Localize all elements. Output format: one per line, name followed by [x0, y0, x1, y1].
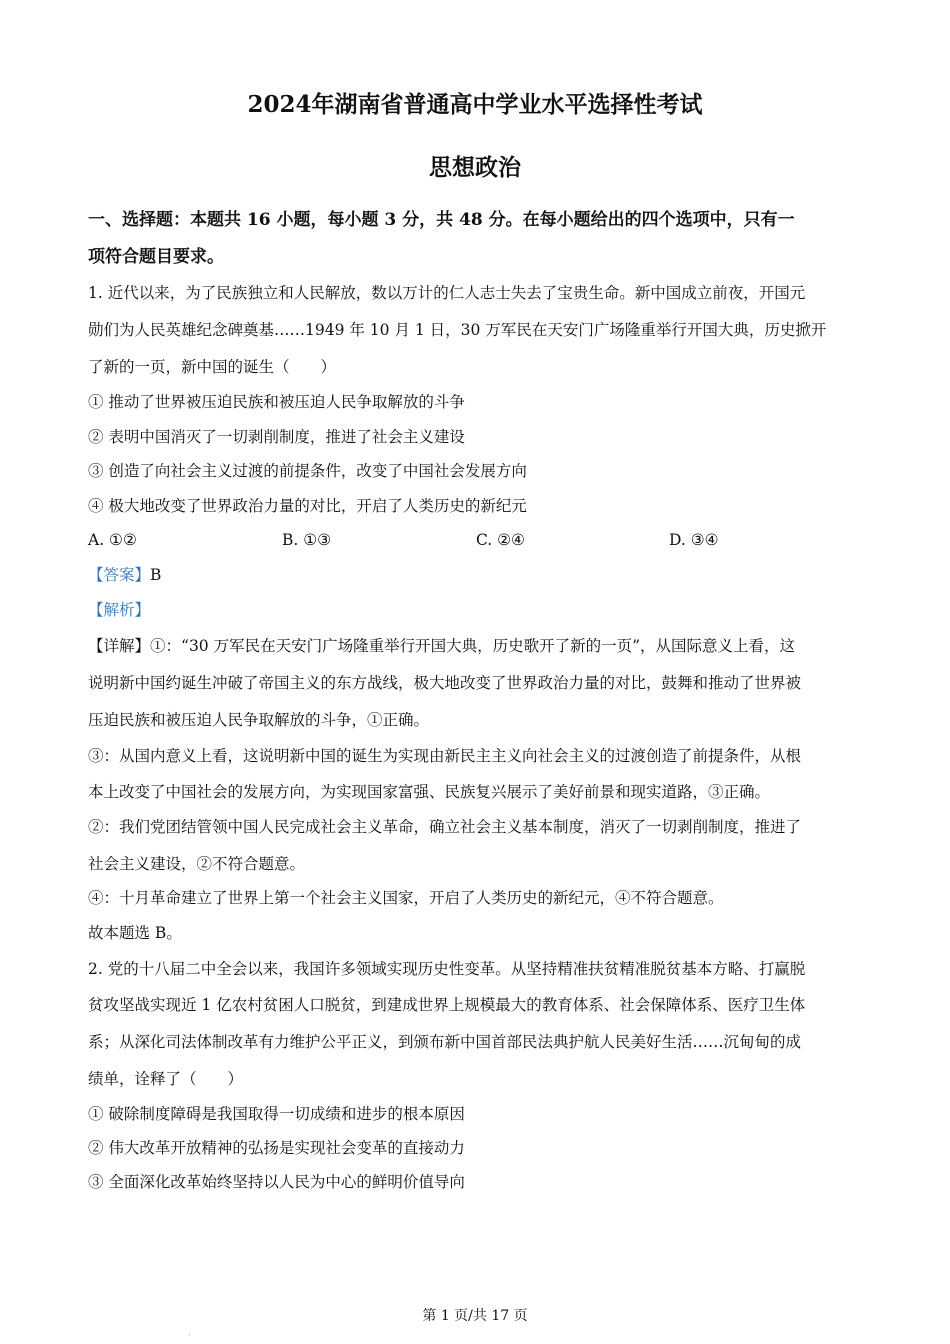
- detail-text: ①：“30 万军民在天安门广场隆重举行开国大典，历史歌开了新的一页”，从国际意义上看，这: [150, 637, 796, 655]
- q1-analysis: [88, 598, 868, 622]
- q2-stem-line: 2. 党的十八届二中全会以来，我国许多领域实现历史性变革。从坚持精准扶贫精准脱贫基本方略、打赢脱: [88, 960, 806, 978]
- q1-item: ③ 创造了向社会主义过渡的前提条件，改变了中国社会发展方向: [88, 462, 527, 480]
- q1-option-b: B. ①③: [282, 531, 332, 549]
- q1-item: ② 表明中国消灭了一切剥削制度，推进了社会主义建设: [88, 428, 465, 446]
- q1-detail-line: ③：从国内意义上看，这说明新中国的诞生为实现由新民主主义向社会主义的过渡创造了前提条件，从根: [88, 747, 802, 765]
- section-heading: 一、选择题：本题共 16 小题，每小题 3 分，共 48 分。在每小题给出的四个选项中，只有一: [88, 210, 795, 230]
- decorative-dot: ·: [188, 1331, 191, 1340]
- q1-detail-line: 本上改变了中国社会的发展方向，为实现国家富强、民族复兴展示了美好前景和现实道路，③正确。: [88, 783, 771, 801]
- q2-stem-line: 系；从深化司法体制改革有力维护公平正义，到颁布新中国首部民法典护航人民美好生活……沉甸甸的成: [88, 1033, 802, 1051]
- q2-item: ① 破除制度障碍是我国取得一切成绩和进步的根本原因: [88, 1105, 465, 1123]
- q1-detail-line: [88, 634, 868, 658]
- q1-option-a: A. ①②: [88, 531, 137, 549]
- q2-item: ② 伟大改革开放精神的弘扬是实现社会变革的直接动力: [88, 1139, 465, 1157]
- q1-detail-line: 说明新中国约诞生冲破了帝国主义的东方战线，极大地改变了世界政治力量的对比，鼓舞和推动了世界被: [88, 674, 802, 692]
- q1-detail-line: ④：十月革命建立了世界上第一个社会主义国家，开启了人类历史的新纪元，④不符合题意。: [88, 889, 724, 907]
- q1-answer: [88, 563, 868, 587]
- q2-stem-line: 贫攻坚战实现近 1 亿农村贫困人口脱贫，到建成世界上规模最大的教育体系、社会保障体系、医疗卫生体: [88, 996, 806, 1014]
- q1-stem-line: 勋们为人民英雄纪念碑奠基……1949 年 10 月 1 日，30 万军民在天安门广场隆重举行开国大典，历史掀开: [88, 321, 827, 339]
- section-heading-cont: 项符合题目要求。: [88, 247, 224, 267]
- q1-option-d: D. ③④: [669, 531, 719, 549]
- q1-stem-line: 1. 近代以来，为了民族独立和人民解放，数以万计的仁人志士失去了宝贵生命。新中国成立前夜，开国元: [88, 284, 806, 302]
- q1-detail-line: 压迫民族和被压迫人民争取解放的斗争，①正确。: [88, 711, 430, 729]
- page-number: 第 1 页/共 17 页: [422, 1308, 528, 1324]
- detail-tag: 【详解】: [88, 637, 151, 655]
- q2-stem-line: 绩单，诠释了（ ）: [88, 1070, 244, 1088]
- subject-title: 思想政治: [429, 154, 521, 181]
- exam-title: 2024年湖南省普通高中学业水平选择性考试: [247, 91, 703, 118]
- q1-stem-line: 了新的一页，新中国的诞生（ ）: [88, 358, 337, 376]
- q1-detail-line: 故本题选 B。: [88, 924, 182, 942]
- q1-detail-line: ②：我们党团结管领中国人民完成社会主义革命，确立社会主义基本制度，消灭了一切剥削制度，推进了: [88, 818, 802, 836]
- q1-option-c: C. ②④: [476, 531, 525, 549]
- answer-tag: 【答案】: [88, 566, 151, 584]
- answer-value: B: [150, 566, 162, 584]
- q1-detail-line: 社会主义建设，②不符合题意。: [88, 855, 306, 873]
- q1-item: ① 推动了世界被压迫民族和被压迫人民争取解放的斗争: [88, 393, 465, 411]
- analysis-tag: 【解析】: [88, 601, 151, 619]
- q1-item: ④ 极大地改变了世界政治力量的对比，开启了人类历史的新纪元: [88, 497, 527, 515]
- q2-item: ③ 全面深化改革始终坚持以人民为中心的鲜明价值导向: [88, 1173, 465, 1191]
